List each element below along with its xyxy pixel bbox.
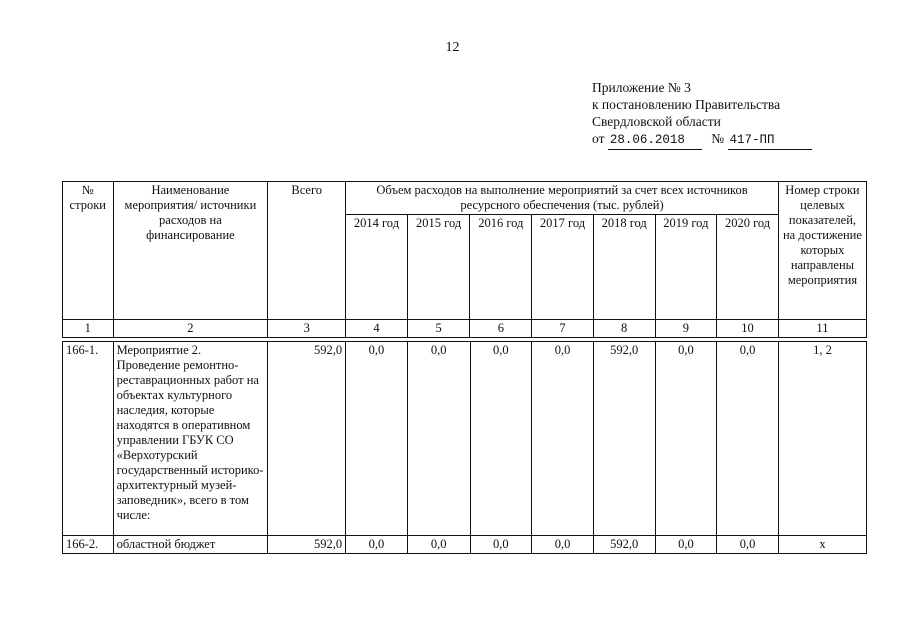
appendix-title: Приложение № 3	[592, 80, 691, 95]
cell-year-value: 0,0	[407, 342, 470, 536]
from-label: от	[592, 131, 605, 146]
appendix-date-line	[592, 130, 812, 150]
header-year: 2019 год	[655, 215, 717, 320]
header-total: Всего	[268, 182, 346, 320]
cell-row-no: 166-1.	[63, 342, 114, 536]
column-number: 4	[346, 320, 408, 338]
appendix-block	[592, 79, 812, 150]
column-number: 1	[63, 320, 114, 338]
column-number: 11	[778, 320, 866, 338]
header-row-no: № строки	[63, 182, 114, 320]
cell-total: 592,0	[268, 342, 346, 536]
header-year: 2020 год	[717, 215, 779, 320]
cell-year-value: 0,0	[346, 536, 408, 554]
cell-year-value: 0,0	[532, 342, 594, 536]
cell-year-value: 0,0	[717, 536, 779, 554]
appendix-decree: к постановлению Правительства	[592, 97, 781, 112]
header-year: 2015 год	[407, 215, 470, 320]
decree-date: 28.06.2018	[608, 132, 702, 150]
cell-indicators: 1, 2	[778, 342, 866, 536]
header-name: Наименование мероприятия/ источники расходов на финансирование	[113, 182, 268, 320]
number-label: №	[711, 131, 725, 146]
cell-year-value: 0,0	[655, 536, 717, 554]
table-row	[63, 536, 867, 554]
cell-name: Мероприятие 2. Проведение ремонтно-реставрационных работ на объектах культурного наследия, которые находятся в оперативном управлении ГБУК СО «Верхотурский государственный историко-архитектурный музей-заповедник», всего в том числе:	[113, 342, 268, 536]
column-number: 3	[268, 320, 346, 338]
column-number: 6	[470, 320, 532, 338]
table-body	[62, 341, 867, 554]
column-number: 5	[407, 320, 470, 338]
cell-row-no: 166-2.	[63, 536, 114, 554]
page-number: 12	[445, 40, 460, 55]
header-year: 2017 год	[532, 215, 594, 320]
cell-indicators: x	[778, 536, 866, 554]
column-number: 10	[717, 320, 779, 338]
cell-year-value: 0,0	[532, 536, 594, 554]
cell-year-value: 0,0	[470, 536, 532, 554]
column-number: 7	[532, 320, 594, 338]
cell-year-value: 0,0	[407, 536, 470, 554]
table-row	[63, 342, 867, 536]
cell-year-value: 592,0	[593, 342, 655, 536]
header-year: 2016 год	[470, 215, 532, 320]
appendix-region: Свердловской области	[592, 114, 721, 129]
cell-year-value: 0,0	[470, 342, 532, 536]
table-header	[62, 181, 867, 338]
header-volume: Объем расходов на выполнение мероприятий за счет всех источников ресурсного обеспечения (тыс. рублей)	[346, 182, 779, 215]
cell-year-value: 592,0	[593, 536, 655, 554]
cell-year-value: 0,0	[717, 342, 779, 536]
column-number: 8	[593, 320, 655, 338]
column-number: 9	[655, 320, 717, 338]
cell-name: областной бюджет	[113, 536, 268, 554]
header-year: 2014 год	[346, 215, 408, 320]
cell-year-value: 0,0	[655, 342, 717, 536]
header-year: 2018 год	[593, 215, 655, 320]
decree-number: 417-ПП	[728, 132, 812, 150]
header-indicators: Номер строки целевых показателей, на достижение которых направлены мероприятия	[778, 182, 866, 320]
cell-total: 592,0	[268, 536, 346, 554]
column-number: 2	[113, 320, 268, 338]
cell-year-value: 0,0	[346, 342, 408, 536]
